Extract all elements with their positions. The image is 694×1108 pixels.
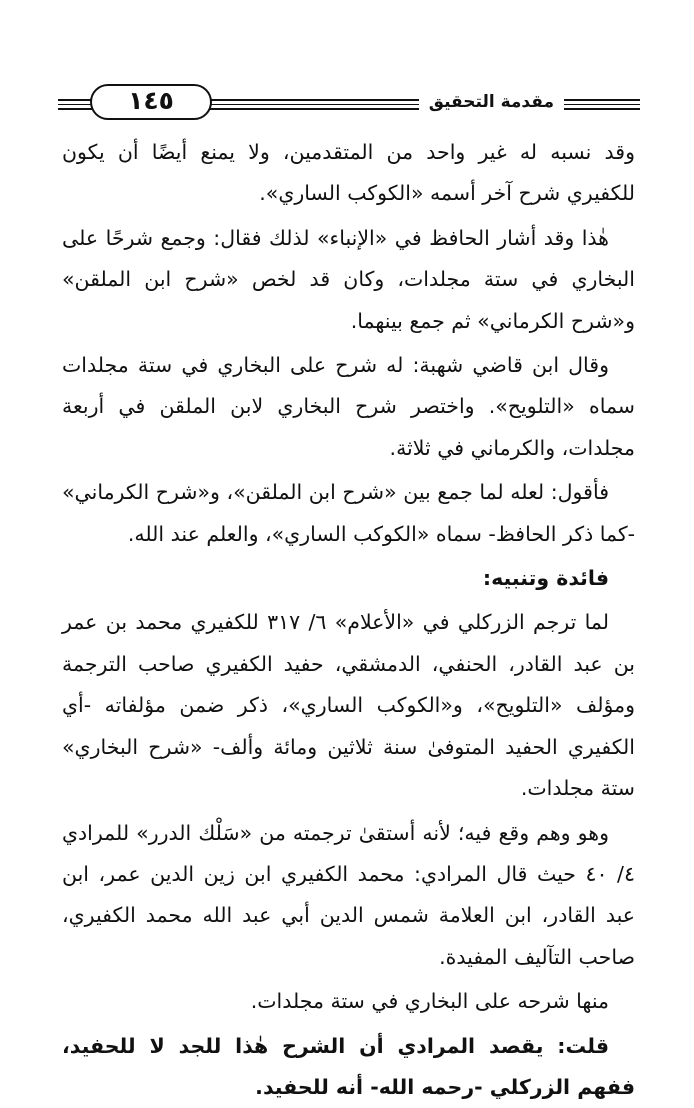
page-number: ١٤٥ (90, 84, 212, 120)
paragraph-1: وقد نسبه له غير واحد من المتقدمين، ولا يمنع أيضًا أن يكون للكفيري شرح آخر أسمه «الكوكب الساري». (62, 140, 635, 206)
paragraph-8: قلت: يقصد المرادي أن الشرح هٰذا للجد لا للحفيد، ففهم الزركلي -رحمه الله- أنه للحفيد. (62, 1033, 635, 1099)
paragraph-5: لما ترجم الزركلي في «الأعلام» ٦/ ٣١٧ للكفيري محمد بن عمر بن عبد القادر، الحنفي، الدمشقي، حفيد الكفيري صاحب الترجمة ومؤلف «التلويح»، و«الكوكب الساري»، ذكر ضمن مؤلفاته -أي الكفيري الحفيد المتوفىٰ سنة ثلاثين ومائة وألف- «شرح البخاري» ستة مجلدات. (62, 610, 635, 801)
paragraph-7: منها شرحه على البخاري في ستة مجلدات. (250, 989, 609, 1014)
paragraph-2: هٰذا وقد أشار الحافظ في «الإنباء» لذلك فقال: وجمع شرحًا على البخاري في ستة مجلدات، وكان قد لخص «شرح ابن الملقن» و«شرح الكرماني» ثم جمع بينهما. (62, 225, 635, 333)
paragraph-4: فأقول: لعله لما جمع بين «شرح ابن الملقن»، و«شرح الكرماني» -كما ذكر الحافظ- سماه «الكوكب الساري»، والعلم عند الله. (62, 480, 635, 546)
paragraph-3: وقال ابن قاضي شهبة: له شرح على البخاري في ستة مجلدات سماه «التلويح». واختصر شرح البخاري لابن الملقن في أربعة مجلدات، والكرماني في ثلاثة. (62, 353, 635, 460)
running-title: مقدمة التحقيق (419, 87, 564, 117)
body-text (62, 132, 635, 1108)
page-header (58, 82, 640, 122)
paragraph-6: وهو وهم وقع فيه؛ لأنه أستقىٰ ترجمته من «سَلْك الدرر» للمرادي ٤/ ٤٠ حيث قال المرادي: محمد الكفيري ابن زين الدين عمر، ابن عبد القادر، ابن العلامة شمس الدين أبي عبد الله محمد الكفيري، صاحب التآليف المفيدة. (62, 820, 635, 969)
section-heading: فائدة وتنبيه: (482, 566, 609, 591)
